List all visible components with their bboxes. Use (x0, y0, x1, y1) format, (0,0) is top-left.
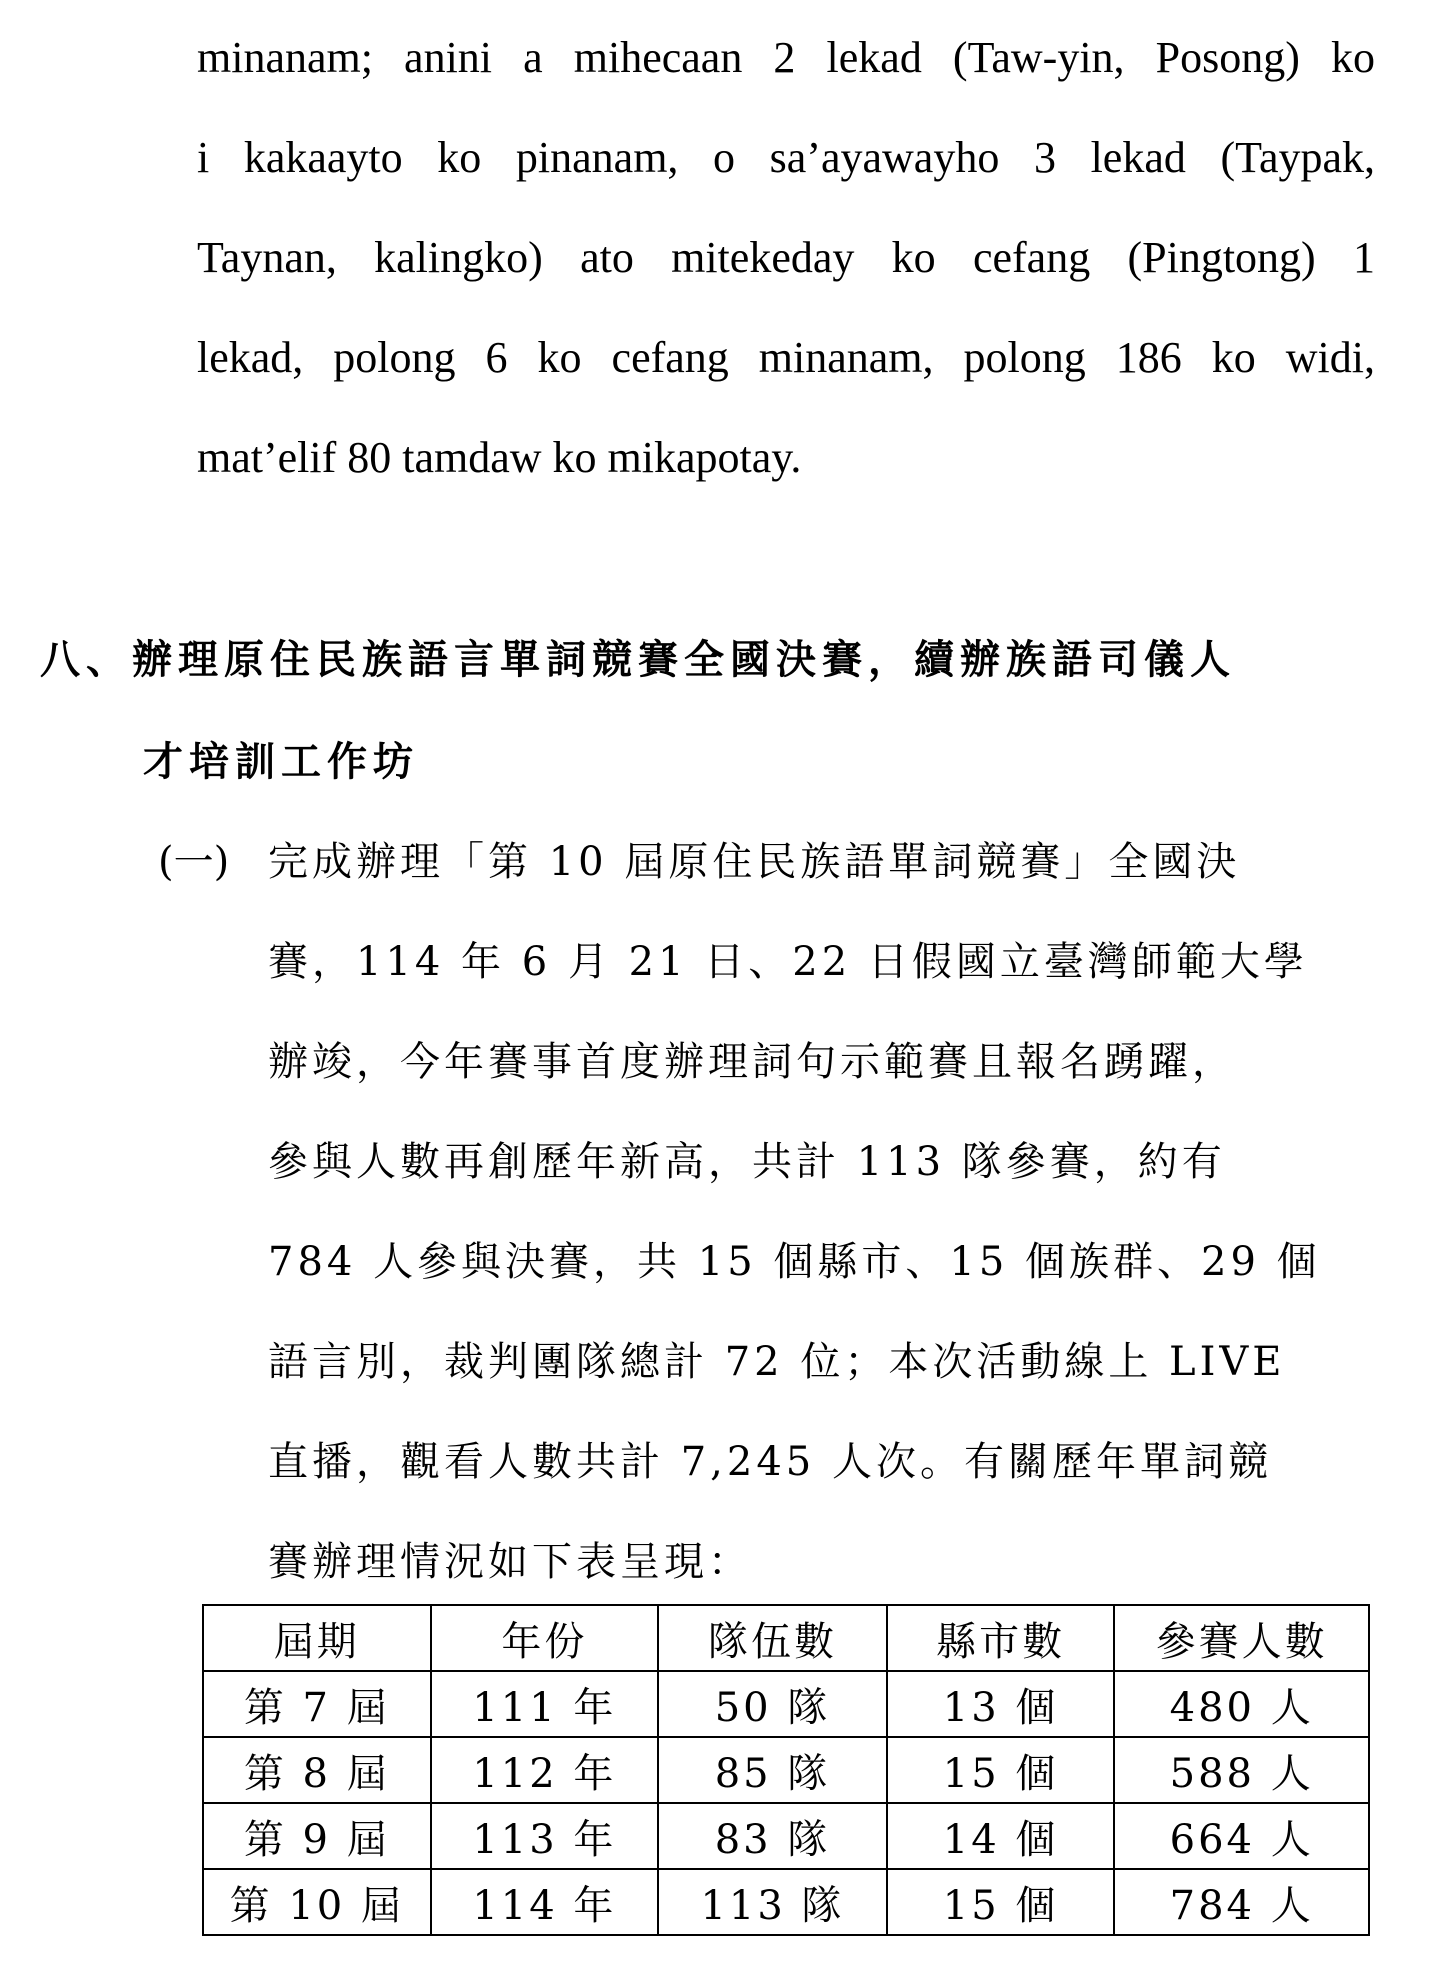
table-cell: 15 個 (887, 1737, 1115, 1803)
table-cell: 113 隊 (658, 1869, 887, 1935)
item-line: 辦竣，今年賽事首度辦理詞句示範賽且報名踴躍， (268, 1039, 1236, 1085)
item-marker: (一) (158, 839, 230, 885)
amis-line: Taynan, kalingko) ato mitekeday ko cefang (Pingtong) 1 (197, 233, 1375, 282)
item-line: 語言別，裁判團隊總計 72 位；本次活動線上 LIVE (268, 1339, 1286, 1385)
table-cell: 13 個 (887, 1671, 1115, 1737)
item-line: 直播，觀看人數共計 7,245 人次。有關歷年單詞競 (268, 1439, 1272, 1485)
section-heading-line2: 才培訓工作坊 (143, 739, 419, 785)
table-cell: 113 年 (431, 1803, 659, 1869)
table-header-cell: 年份 (431, 1605, 659, 1671)
table-cell: 第 9 屆 (203, 1803, 431, 1869)
table-cell: 50 隊 (658, 1671, 887, 1737)
table-header-cell: 屆期 (203, 1605, 431, 1671)
table-row (203, 1869, 1369, 1935)
table-cell: 第 7 屆 (203, 1671, 431, 1737)
table-cell: 85 隊 (658, 1737, 887, 1803)
table-cell: 114 年 (431, 1869, 659, 1935)
item-line: 784 人參與決賽，共 15 個縣市、15 個族群、29 個 (268, 1239, 1321, 1285)
table-cell: 112 年 (431, 1737, 659, 1803)
table-cell: 83 隊 (658, 1803, 887, 1869)
table-header-cell: 隊伍數 (658, 1605, 887, 1671)
table-header-cell: 縣市數 (887, 1605, 1115, 1671)
table-cell: 14 個 (887, 1803, 1115, 1869)
amis-line: i kakaayto ko pinanam, o sa’ayawayho 3 lekad (Taypak, (197, 133, 1375, 182)
table-header-row (203, 1605, 1369, 1671)
item-line: 完成辦理「第 10 屆原住民族語單詞競賽」全國決 (268, 839, 1241, 885)
table-cell: 784 人 (1114, 1869, 1369, 1935)
table-cell: 15 個 (887, 1869, 1115, 1935)
table-cell: 111 年 (431, 1671, 659, 1737)
competition-stats-table (202, 1604, 1370, 1936)
item-line: 賽辦理情況如下表呈現： (268, 1539, 752, 1585)
table-row (203, 1671, 1369, 1737)
item-line: 賽，114 年 6 月 21 日、22 日假國立臺灣師範大學 (268, 939, 1308, 985)
item-line: 參與人數再創歷年新高，共計 113 隊參賽，約有 (268, 1139, 1226, 1185)
table-cell: 第 8 屆 (203, 1737, 431, 1803)
table-cell: 664 人 (1114, 1803, 1369, 1869)
amis-line: mat’elif 80 tamdaw ko mikapotay. (197, 433, 802, 482)
table-row (203, 1737, 1369, 1803)
amis-line: minanam; anini a mihecaan 2 lekad (Taw-yin, Posong) ko (197, 33, 1375, 82)
table-header-cell: 參賽人數 (1114, 1605, 1369, 1671)
table-row (203, 1803, 1369, 1869)
amis-line: lekad, polong 6 ko cefang minanam, polong 186 ko widi, (197, 333, 1375, 382)
section-heading-line1: 八、辦理原住民族語言單詞競賽全國決賽，續辦族語司儀人 (40, 637, 1236, 683)
table-cell: 588 人 (1114, 1737, 1369, 1803)
table-cell: 480 人 (1114, 1671, 1369, 1737)
table-cell: 第 10 屆 (203, 1869, 431, 1935)
amis-paragraph (197, 8, 1375, 508)
